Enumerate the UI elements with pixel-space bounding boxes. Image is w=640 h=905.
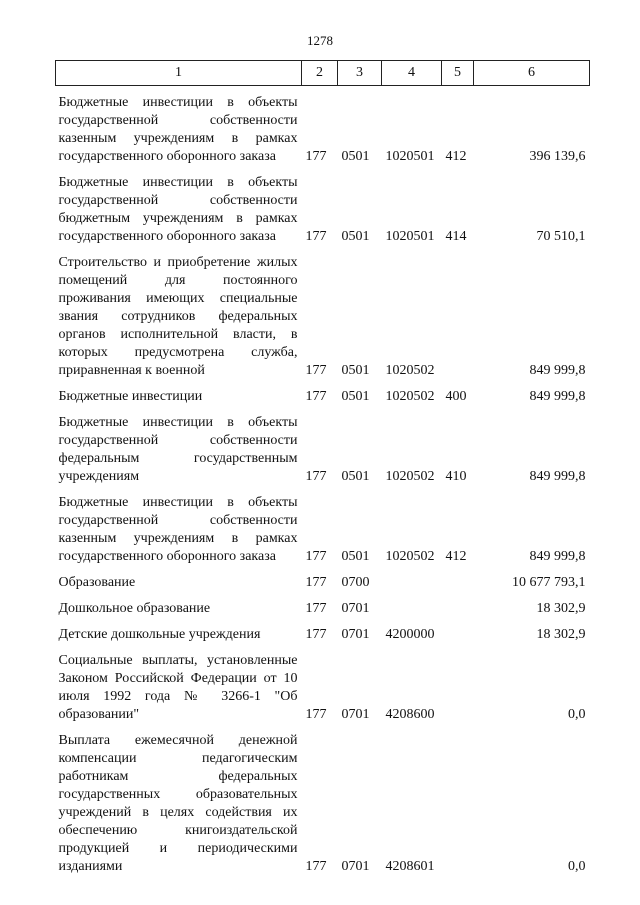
row-gr: 177: [305, 707, 327, 722]
row-vr: 412: [445, 549, 467, 564]
row-sum: 10 677 793,1: [512, 575, 586, 590]
table-row: [56, 86, 590, 167]
row-name: Бюджетные инвестиции в объекты государственной собственности казенным учреждениям в рамках государственного оборонного заказа: [58, 95, 298, 164]
row-vr: [442, 246, 474, 380]
row-name: Бюджетные инвестиции в объекты государственной собственности федеральным государственным учреждениям: [58, 415, 298, 484]
row-sum: 849 999,8: [529, 363, 586, 378]
row-sum: 849 999,8: [529, 389, 586, 404]
row-name: Бюджетные инвестиции в объекты государственной собственности казенным учреждениям в рамках государственного оборонного заказа: [58, 495, 298, 564]
row-gr: 177: [305, 469, 327, 484]
row-gr: 177: [305, 363, 327, 378]
table-header: [56, 61, 590, 86]
row-section: 0700: [341, 575, 370, 590]
row-vr: 412: [445, 149, 467, 164]
row-name: Детские дошкольные учреждения: [58, 627, 261, 642]
row-target: 1020501: [385, 149, 435, 164]
row-name: Социальные выплаты, установленные Законом Российской Федерации от 10 июля 1992 года № 3266-1 "Об образовании": [58, 653, 298, 722]
table-row: [56, 618, 590, 644]
row-vr: [442, 566, 474, 592]
table-row: [56, 246, 590, 380]
row-target: 1020502: [385, 469, 435, 484]
header-col-target: 4: [382, 61, 442, 86]
row-vr: [442, 592, 474, 618]
header-col-vr: 5: [442, 61, 474, 86]
row-sum: 18 302,9: [536, 601, 586, 616]
row-gr: 177: [305, 627, 327, 642]
table-row: [56, 380, 590, 406]
page-number: 1278: [307, 33, 333, 48]
row-sum: 70 510,1: [536, 229, 586, 244]
row-target: [382, 592, 442, 618]
row-name: Бюджетные инвестиции: [58, 389, 203, 404]
header-col-name: 1: [56, 61, 302, 86]
row-name: Бюджетные инвестиции в объекты государственной собственности бюджетным учреждениям в рамках государственного оборонного заказа: [58, 175, 298, 244]
table-row: [56, 566, 590, 592]
budget-table: [55, 60, 590, 876]
row-target: 1020501: [385, 229, 435, 244]
row-section: 0501: [341, 229, 370, 244]
row-gr: 177: [305, 389, 327, 404]
row-sum: 0,0: [568, 707, 586, 722]
row-section: 0501: [341, 549, 370, 564]
row-section: 0501: [341, 363, 370, 378]
row-sum: 0,0: [568, 859, 586, 874]
row-name: Дошкольное образование: [58, 601, 211, 616]
row-gr: 177: [305, 149, 327, 164]
row-section: 0701: [341, 601, 370, 616]
row-section: 0701: [341, 627, 370, 642]
header-col-gr: 2: [302, 61, 338, 86]
table-row: [56, 406, 590, 486]
row-gr: 177: [305, 549, 327, 564]
table-row: [56, 644, 590, 724]
header-col-sum: 6: [474, 61, 590, 86]
row-section: 0501: [341, 469, 370, 484]
row-target: 1020502: [385, 549, 435, 564]
row-vr: 414: [445, 229, 467, 244]
row-target: 4208600: [385, 707, 435, 722]
row-section: 0701: [341, 707, 370, 722]
row-section: 0701: [341, 859, 370, 874]
row-target: 4208601: [385, 859, 435, 874]
row-name: Выплата ежемесячной денежной компенсации педагогическим работникам федеральных государственных образовательных учреждений в целях содействия их обеспечению книгоиздательской продукцией и периодическими изданиями: [58, 733, 298, 874]
row-vr: [442, 618, 474, 644]
row-name: Образование: [58, 575, 136, 590]
table-row: [56, 724, 590, 876]
header-col-section: 3: [338, 61, 382, 86]
row-sum: 849 999,8: [529, 469, 586, 484]
table-row: [56, 166, 590, 246]
row-vr: [442, 644, 474, 724]
row-section: 0501: [341, 389, 370, 404]
row-gr: 177: [305, 575, 327, 590]
row-gr: 177: [305, 601, 327, 616]
row-sum: 396 139,6: [529, 149, 586, 164]
row-gr: 177: [305, 859, 327, 874]
row-sum: 849 999,8: [529, 549, 586, 564]
row-vr: [442, 724, 474, 876]
table-row: [56, 486, 590, 566]
row-target: 1020502: [385, 389, 435, 404]
row-name: Строительство и приобретение жилых помещений для постоянного проживания имеющих специальные звания сотрудников федеральных органов исполнительной власти, в которых предусмотрена служба, приравненная к военной: [58, 255, 298, 378]
row-vr: 400: [445, 389, 467, 404]
row-sum: 18 302,9: [536, 627, 586, 642]
row-section: 0501: [341, 149, 370, 164]
row-target: 1020502: [385, 363, 435, 378]
table-body: [56, 86, 590, 877]
table-row: [56, 592, 590, 618]
row-target: 4200000: [385, 627, 435, 642]
row-vr: 410: [445, 469, 467, 484]
row-target: [382, 566, 442, 592]
row-gr: 177: [305, 229, 327, 244]
